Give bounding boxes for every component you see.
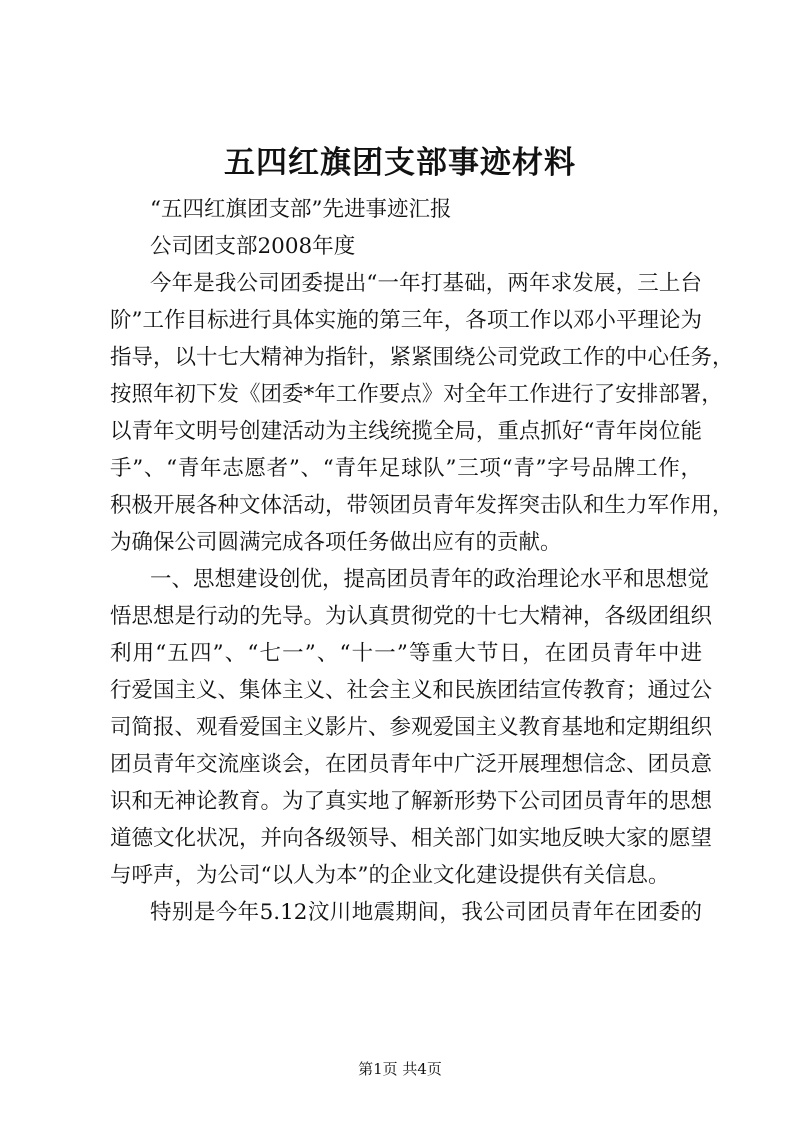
- paragraph1-line: 以青年文明号创建活动为主线统揽全局，重点抓好“青年岗位能: [110, 419, 702, 444]
- subtitle: “五四红旗团支部”先进事迹汇报: [150, 197, 452, 222]
- paragraph1-line: 按照年初下发《团委*年工作要点》对全年工作进行了安排部署，: [110, 382, 723, 407]
- paragraph1-line: 阶”工作目标进行具体实施的第三年，各项工作以邓小平理论为: [110, 308, 702, 333]
- paragraph2-line: 道德文化状况，并向各级领导、相关部门如实地反映大家的愿望: [110, 826, 713, 851]
- unit-year: 公司团支部2008年度: [150, 234, 356, 259]
- document-title: 五四红旗团支部事迹材料: [224, 145, 576, 181]
- paragraph2-line: 司简报、观看爱国主义影片、参观爱国主义教育基地和定期组织: [110, 715, 713, 740]
- page-footer: 第1页 共4页: [358, 1060, 442, 1078]
- paragraph2-line: 悟思想是行动的先导。为认真贯彻党的十七大精神，各级团组织: [110, 604, 713, 629]
- paragraph2-line: 利用“五四”、“七一”、“十一”等重大节日，在团员青年中进: [110, 641, 702, 666]
- paragraph2-line: 行爱国主义、集体主义、社会主义和民族团结宣传教育；通过公: [110, 678, 713, 703]
- paragraph2-line: 识和无神论教育。为了真实地了解新形势下公司团员青年的思想: [110, 789, 713, 814]
- paragraph2-line: 团员青年交流座谈会，在团员青年中广泛开展理想信念、团员意: [110, 752, 713, 777]
- paragraph2-line: 一、思想建设创优，提高团员青年的政治理论水平和思想觉: [150, 567, 710, 592]
- paragraph1-line: 指导，以十七大精神为指针，紧紧围绕公司党政工作的中心任务，: [110, 345, 734, 370]
- paragraph1-line: 今年是我公司团委提出“一年打基础，两年求发展，三上台: [150, 271, 702, 296]
- paragraph3-line: 特别是今年5.12汶川地震期间，我公司团员青年在团委的: [150, 900, 702, 925]
- paragraph2-line: 与呼声，为公司“以人为本”的企业文化建设提供有关信息。: [110, 863, 670, 888]
- paragraph1-line: 为确保公司圆满完成各项任务做出应有的贡献。: [110, 530, 562, 555]
- paragraph1-line: 积极开展各种文体活动，带领团员青年发挥突击队和生力军作用，: [110, 493, 734, 518]
- paragraph1-line: 手”、“青年志愿者”、“青年足球队”三项“青”字号品牌工作，: [110, 456, 702, 481]
